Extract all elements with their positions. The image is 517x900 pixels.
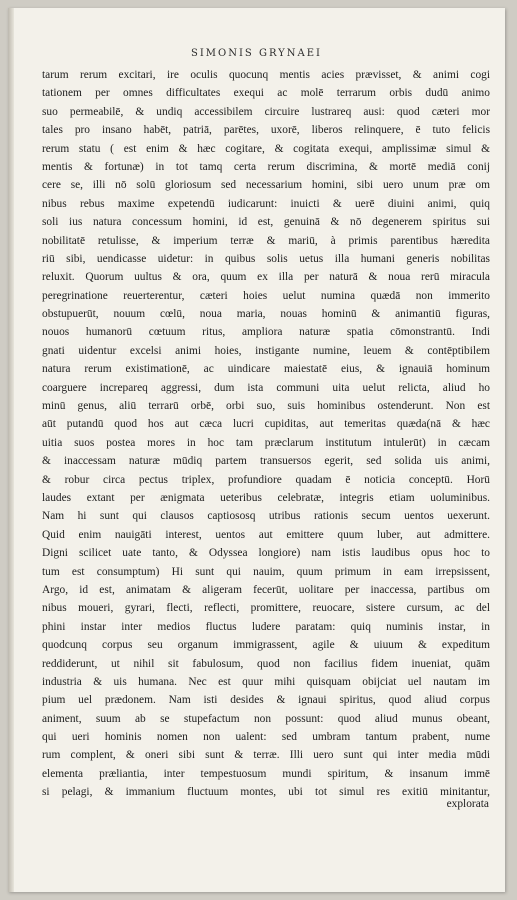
text-line: soli ius natura concessum homini, id est, genuinā & nō degenerem spiritus sui	[42, 216, 490, 229]
text-line: suo permeabilē, & undiq accessibilem circuire lustrareq ausi: quod cæteri mor	[42, 105, 490, 118]
text-line: si pelagi, & immanium fluctuum montes, ubi tot simul res exitiū minitantur,	[42, 786, 490, 799]
text-line: obstupuerūt, nouum cœlū, noua maria, nouas hominū & animantiū figuras,	[42, 308, 490, 321]
text-line: aūt putandū quod hos aut cæca lucri cupiditas, aut temeritas quæda(nā & hæc	[42, 418, 490, 431]
text-line: coarguere increpareq aggressi, dum ista communi uita uelut relicta, aliud ho	[42, 381, 490, 394]
text-line: nibus rebus maxime expetendū iudicarunt: inuicti & uerē diuini animi, quiq	[42, 197, 490, 210]
text-line: rerum statu ( est enim & hæc cogitare, & cogitata exequi, amplissimæ simul &	[42, 142, 490, 155]
book-page	[8, 8, 505, 892]
text-line: cere se, illi nō solū gloriosum sed necessarium homini, sibi uero unum præ om	[42, 179, 490, 192]
page-gutter	[8, 8, 14, 892]
text-line: pium uel prædonem. Nam isti desides & ignaui spiritus, quod aliud corpus	[42, 694, 490, 707]
text-line: Argo, id est, animatam & aligeram fecerūt, uolitare per inaccessa, partibus om	[42, 583, 490, 596]
text-line: qui ueri hominis nomen non ualent: sed umbram tantum prabent, nume	[42, 731, 490, 744]
text-line: gnati uidentur excelsi animi hoies, instigante numine, leuem & contēptibilem	[42, 344, 490, 357]
text-line: tales pro insano habēt, patriā, parētes, uxorē, liberos relinquere, ē tuto felicis	[42, 124, 490, 137]
text-line: animent, suum ab se stupefactum non possunt: quod aliud munus obeant,	[42, 712, 490, 725]
text-line: uitia suos postea mores in hoc tam præclarum institutum intulerūt) in cæcam	[42, 436, 490, 449]
text-line: reluxit. Quorum uultus & ora, quum ex illa per naturā & noua rerū miracula	[42, 271, 490, 284]
text-line: quodcunq corpus seu organum immigrassent, agile & uiuum & expeditum	[42, 639, 490, 652]
text-line: tationem per omnes difficultates exequi ac molē terrarum orbis dudū animo	[42, 87, 490, 100]
text-line: tarum rerum excitari, ire oculis quocunq mentis acies prævisset, & animi cogi	[42, 69, 490, 81]
text-line: tum est consumptum) Hi sunt qui nauim, quum primum in eam irrepsissent,	[42, 565, 490, 578]
text-line: industria & uis humana. Nec est quur mihi quisquam obijciat uel nautam im	[42, 675, 490, 688]
running-head: SIMONIS GRYNAEI	[190, 48, 322, 59]
body-text	[42, 66, 490, 802]
text-line: Nam hi sunt qui clausos captiososq utribus rationis secum uentos uexerunt.	[42, 510, 490, 523]
text-line: peregrinatione reuerterentur, cæteri hoies uelut numina quædā non immerito	[42, 289, 490, 302]
text-line: riū sibi, uendicasse uidetur: in quibus solis uetus illa humani generis nobilitas	[42, 252, 490, 265]
text-line: & robur circa pectus triplex, profundiore quadam ē noticia conceptū. Horū	[42, 473, 490, 486]
text-line: phini instar inter medios fluctus ludere paratam: quiq numinis instar, in	[42, 620, 490, 633]
text-line: nibus moueri, gyrari, flecti, reflecti, promittere, reuocare, sistere cursum, ac del	[42, 602, 490, 615]
text-line: Quid enim nauigāti interest, uentos aut emittere quum luber, aut admittere.	[42, 528, 490, 541]
text-line: Digni scilicet uate tanto, & Odyssea longiore) nam istis laudibus opus hoc to	[42, 547, 490, 560]
text-line: minū genus, aliū terrarū orbē, orbi suo, suis hominibus ostenderunt. Non est	[42, 400, 490, 413]
text-line: nobilitatē retulisse, & imperium terræ & mariū, à primis parentibus hæredita	[42, 234, 490, 247]
text-line: laudes extant per ænigmata ueteribus celebratæ, integris etiam uoluminibus.	[42, 491, 490, 504]
text-line: & inaccessam naturæ mūdiq partem transuersos egerit, sed solida uis animi,	[42, 455, 490, 468]
text-line: elementa præliantia, inter tempestuosum mundi spiritum, & insanum immē	[42, 767, 490, 780]
text-line: rum complent, & oneri sibi sunt & terræ. Illi uero sunt qui inter media mūdi	[42, 749, 490, 762]
catchword: explorata	[446, 798, 489, 810]
text-line: natura rerum existimationē, ac uindicare maiestatē eius, & ignauiā hominum	[42, 363, 490, 376]
text-line: mentis & fortunæ) in tot tamq certa rerum discrimina, & mortē mediā conij	[42, 160, 490, 173]
text-line: nouos humanorū cœtuum ritus, ampliora naturæ spatia cōmonstrantū. Indi	[42, 326, 490, 339]
text-line: reddiderunt, ut nihil sit fabulosum, quod non facilius fidem inueniat, quām	[42, 657, 490, 670]
